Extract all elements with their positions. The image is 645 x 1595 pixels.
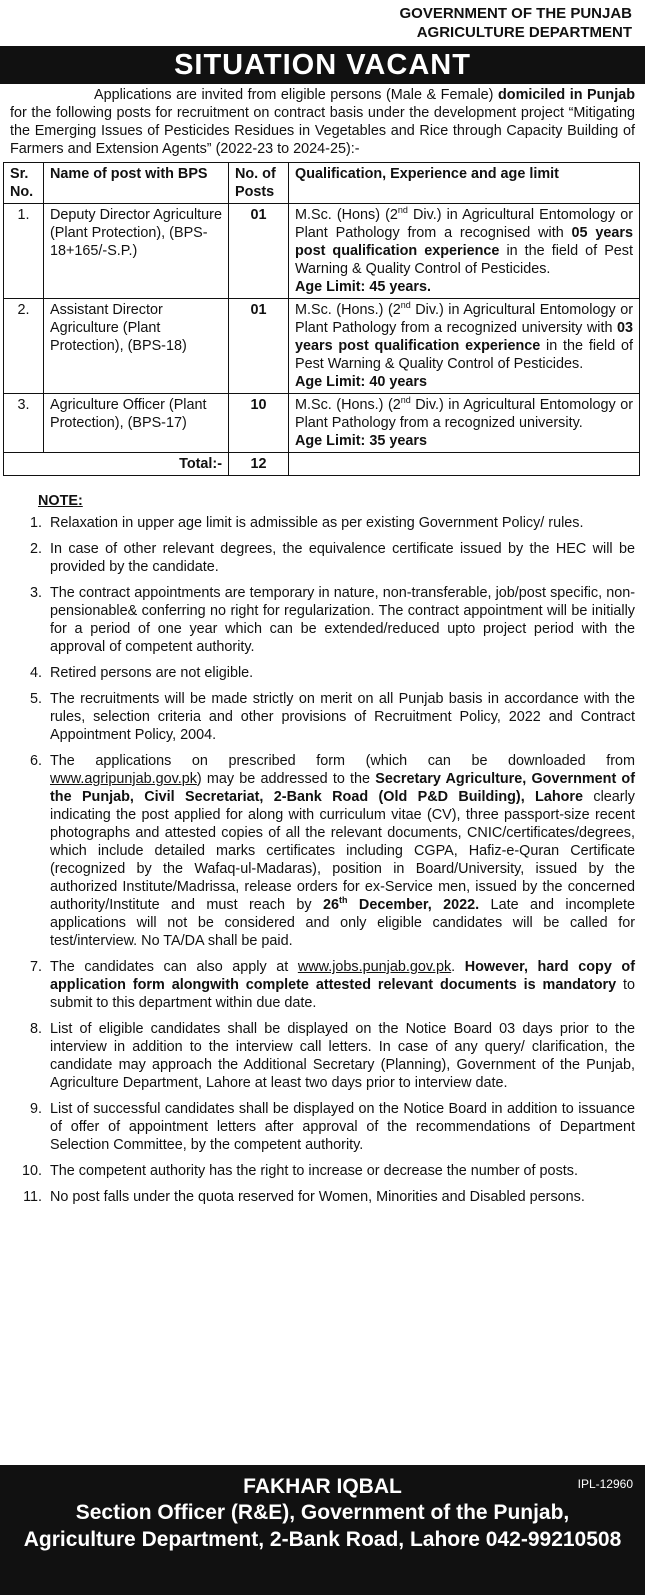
list-item: [0, 1162, 635, 1180]
list-item: [0, 958, 635, 1012]
note-number: 6.: [29, 753, 42, 769]
note-number: 2.: [29, 541, 42, 557]
qual-sup: nd: [397, 205, 408, 216]
note-text: Relaxation in upper age limit is admissible as per existing Government Policy/ rules.: [50, 515, 584, 531]
header-qualification: Qualification, Experience and age limit: [289, 163, 640, 204]
qual-sup: nd: [400, 300, 411, 311]
deadline-sup: th: [339, 895, 348, 906]
qual-text: in the field of Pest Warning & Quality Control of Pesticides.: [295, 243, 633, 277]
note-number: 8.: [29, 1021, 42, 1037]
total-row: [4, 453, 640, 476]
note-number: 1.: [29, 515, 42, 531]
note-number: 5.: [29, 691, 42, 707]
row-qualification: [289, 204, 640, 299]
note-number: 3.: [29, 585, 42, 601]
row-sr: 1.: [4, 204, 44, 299]
note-text: [50, 958, 635, 1012]
note-6-text: ) may be addressed to the: [196, 771, 376, 787]
total-value: 12: [229, 453, 289, 476]
qual-sup: nd: [400, 395, 411, 406]
qual-text: M.Sc. (Hons) (2: [295, 207, 398, 223]
note-number: 4.: [29, 665, 42, 681]
total-label: Total:-: [4, 453, 229, 476]
note-7-text: to submit to this department within due date.: [50, 977, 636, 1011]
note-number: 10.: [21, 1163, 42, 1179]
row-post: Assistant Director Agriculture (Plant Protection), (BPS-18): [44, 299, 229, 394]
row-post: Agriculture Officer (Plant Protection), (BPS-17): [44, 394, 229, 453]
note-number: 11.: [23, 1189, 42, 1205]
table-header-row: [4, 163, 640, 204]
note-text: Retired persons are not eligible.: [50, 665, 254, 681]
list-item: [0, 514, 635, 532]
deadline-date: December, 2022.: [347, 897, 480, 913]
note-6-text: The applications on prescribed form (which can be downloaded from: [50, 753, 635, 769]
list-item: [0, 1188, 635, 1206]
note-6-text: Late and incomplete applications will not be considered and only eligible candidates will be called for test/interview. No TA/DA shall be paid.: [50, 897, 635, 949]
agripunjab-link[interactable]: www.agripunjab.gov.pk: [50, 771, 197, 787]
list-item: [0, 1100, 635, 1154]
total-empty-cell: [289, 453, 640, 476]
header-no-of-posts: No. of Posts: [229, 163, 289, 204]
table-row: [4, 204, 640, 299]
intro-domicile: domiciled in Punjab: [497, 87, 635, 103]
note-6-text: clearly indicating the post applied for along with curriculum vitae (CV), three passport-size recent photographs and attested copies of all the relevant documents, CNIC/certificates/degrees, which include detailed marks certificates including CGPA, Hafiz-e-Quran Certificate (recognized by the Wafaq-ul-Madaras), position in Board/University, issued by the authorized Institute/Madrissa, release orders for ex-Service men, issued by the concerned authority/Institute and must reach by: [50, 789, 635, 913]
department-title: AGRICULTURE DEPARTMENT: [416, 24, 632, 41]
list-item: [0, 664, 635, 682]
issuer-header: [0, 0, 645, 42]
qual-text: Div.) in Agricultural Entomology or Plant Pathology from a recognized university with: [295, 302, 633, 336]
note-text: List of eligible candidates shall be displayed on the Notice Board 03 days prior to the interview in addition to the interview call letters. In case of any query/ clarification, the candidate may approach the Additional Secretary (Planning), Government of the Punjab, Agriculture Department, Lahore at least two days prior to interview date.: [50, 1021, 635, 1091]
row-count: 01: [229, 204, 289, 299]
list-item: [0, 752, 635, 950]
qual-text: M.Sc. (Hons.) (2: [295, 397, 401, 413]
age-limit: Age Limit: 40 years: [295, 374, 427, 390]
note-number: 7.: [29, 959, 42, 975]
deadline-day: 26: [323, 897, 340, 913]
qual-text: in the field of Pest Warning & Quality Control of Pesticides.: [295, 338, 633, 372]
note-text: List of successful candidates shall be displayed on the Notice Board in addition to issuance of offer of appointment letters after approval of the recommendations of Department Selection Committee, by the competent authority.: [50, 1101, 635, 1153]
qual-text: Div.) in Agricultural Entomology or Plant Pathology from a recognised with: [295, 207, 633, 241]
row-qualification: [289, 394, 640, 453]
signatory-address: Agriculture Department, 2-Bank Road, Lahore 042-99210508: [23, 1528, 622, 1551]
list-item: [0, 540, 635, 576]
notes-list: [0, 514, 645, 1206]
intro-paragraph: [0, 84, 645, 158]
list-item: [0, 584, 635, 656]
header-sr-no: Sr. No.: [4, 163, 44, 204]
row-qualification: [289, 299, 640, 394]
jobs-punjab-link[interactable]: www.jobs.punjab.gov.pk: [297, 959, 452, 975]
qual-experience: 03 years post qualification experience: [295, 320, 633, 354]
situation-vacant-banner: SITUATION VACANT: [0, 46, 645, 84]
row-sr: 3.: [4, 394, 44, 453]
table-row: [4, 394, 640, 453]
note-7-text: .: [451, 959, 465, 975]
hard-copy-requirement: However, hard copy of application form alongwith complete attested relevant documents is mandatory: [50, 959, 636, 993]
note-text: In case of other relevant degrees, the equivalence certificate issued by the HEC will be provided by the candidate.: [50, 541, 635, 575]
signatory-name: FAKHAR IQBAL: [243, 1475, 402, 1498]
note-text: No post falls under the quota reserved for Women, Minorities and Disabled persons.: [50, 1189, 585, 1205]
table-row: [4, 299, 640, 394]
ipl-number: IPL-12960: [577, 1477, 633, 1491]
posts-table: [3, 162, 640, 476]
note-text: The competent authority has the right to increase or decrease the number of posts.: [50, 1163, 578, 1179]
intro-text-2: for the following posts for recruitment on contract basis under the development project “Mitigating the Emerging Issues of Pesticides Residues in Vegetables and Rice through Capacity Building of Farmers and Extension Agents” (2022-23 to 2024-25):-: [10, 105, 635, 157]
signatory-designation: Section Officer (R&E), Government of the Punjab,: [75, 1501, 570, 1524]
row-sr: 2.: [4, 299, 44, 394]
header-post-name: Name of post with BPS: [44, 163, 229, 204]
intro-text-1: Applications are invited from eligible persons (Male & Female): [94, 87, 498, 103]
note-heading: NOTE:: [38, 493, 83, 509]
note-7-text: The candidates can also apply at: [50, 959, 298, 975]
government-title: GOVERNMENT OF THE PUNJAB: [399, 5, 632, 22]
age-limit: Age Limit: 45 years.: [295, 279, 431, 295]
note-text: The contract appointments are temporary in nature, non-transferable, job/post specific, non-pensionable& conferring no right for regularization. The contract appointment will be initially for a period of one year which can be extended/reduced upto project period with the approval of competent authority.: [50, 585, 635, 655]
secretary-address: Secretary Agriculture, Government of the Punjab, Civil Secretariat, 2-Bank Road (Old P&D Building), Lahore: [50, 771, 636, 805]
row-count: 10: [229, 394, 289, 453]
row-post: Deputy Director Agriculture (Plant Protection), (BPS-18+165/-S.P.): [44, 204, 229, 299]
list-item: [0, 690, 635, 744]
age-limit: Age Limit: 35 years: [295, 433, 427, 449]
signatory-footer: [0, 1465, 645, 1595]
note-number: 9.: [29, 1101, 42, 1117]
note-text: The recruitments will be made strictly on merit on all Punjab basis in accordance with the rules, selection criteria and other provisions of Recruitment Policy, 2022 and Contract Appointment Policy, 2004.: [50, 691, 635, 743]
qual-text: Div.) in Agricultural Entomology or Plant Pathology from a recognized university.: [295, 397, 633, 431]
row-count: 01: [229, 299, 289, 394]
note-text: [50, 752, 635, 950]
list-item: [0, 1020, 635, 1092]
qual-experience: 05 years post qualification experience: [295, 225, 633, 259]
qual-text: M.Sc. (Hons.) (2: [295, 302, 401, 318]
